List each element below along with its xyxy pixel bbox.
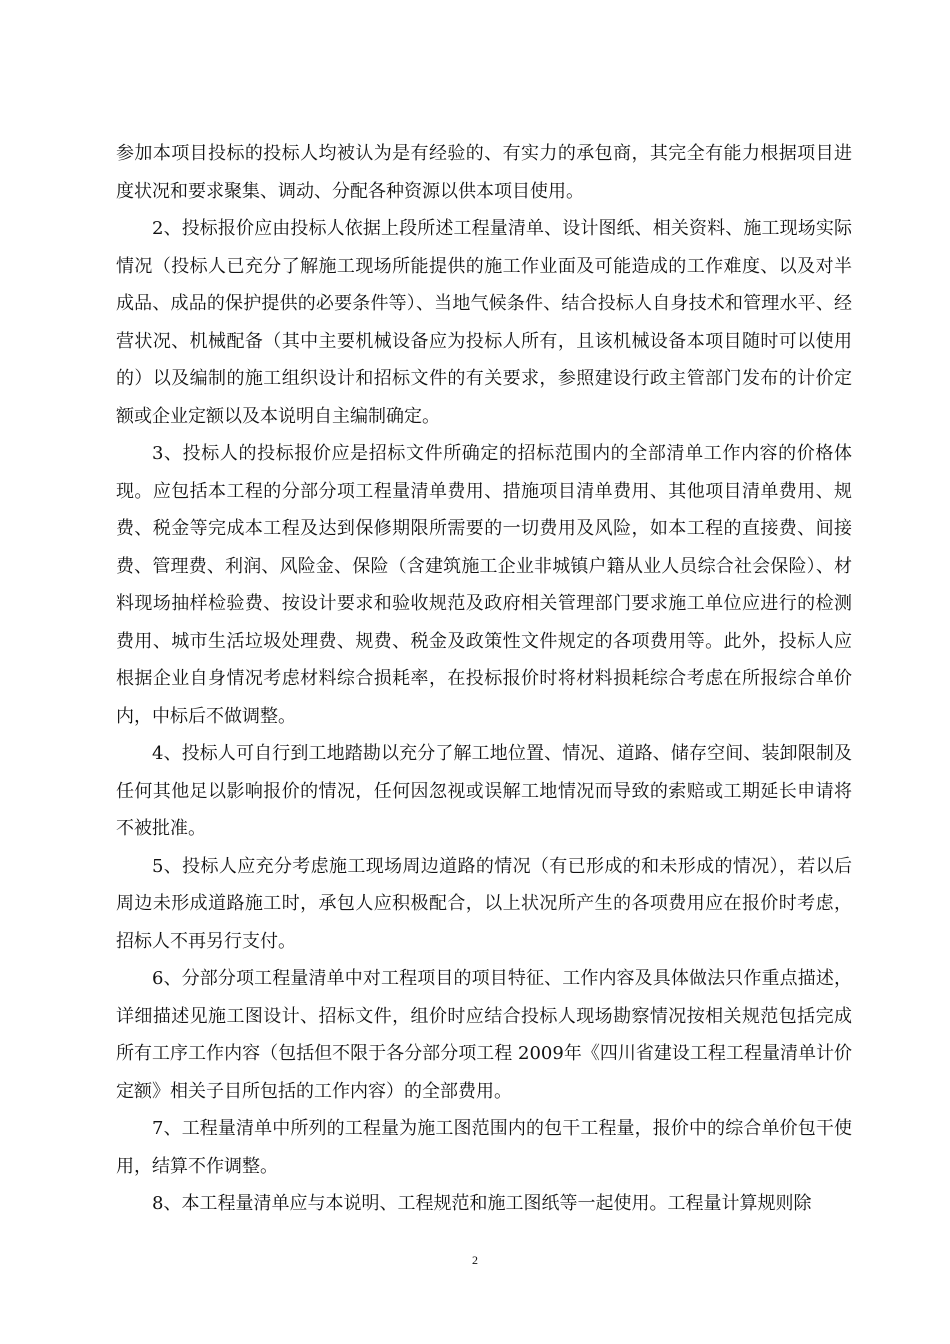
paragraph-item-3: 3、投标人的投标报价应是招标文件所确定的招标范围内的全部清单工作内容的价格体现。应包括本工程的分部分项工程量清单费用、措施项目清单费用、其他项目清单费用、规费、税金等完成本工程及达到保修期限所需要的一切费用及风险，如本工程的直接费、间接费、管理费、利润、风险金、保险（含建筑施工企业非城镇户籍从业人员综合社会保险）、材料现场抽样检验费、按设计要求和验收规范及政府相关管理部门要求施工单位应进行的检测费用、城市生活垃圾处理费、规费、税金及政策性文件规定的各项费用等。此外，投标人应根据企业自身情况考虑材料综合损耗率，在投标报价时将材料损耗综合考虑在所报综合单价内，中标后不做调整。 <box>116 443 852 727</box>
page-number: 2 <box>472 1253 478 1267</box>
paragraph-item-2: 2、投标报价应由投标人依据上段所述工程量清单、设计图纸、相关资料、施工现场实际情况（投标人已充分了解施工现场所能提供的施工作业面及可能造成的工作难度、以及对半成品、成品的保护提供的必要条件等）、当地气候条件、结合投标人自身技术和管理水平、经营状况、机械配备（其中主要机械设备应为投标人所有，且该机械设备本项目随时可以使用的）以及编制的施工组织设计和招标文件的有关要求，参照建设行政主管部门发布的计价定额或企业定额以及本说明自主编制确定。 <box>116 218 852 427</box>
document-body <box>116 135 852 1223</box>
paragraph-continuation: 参加本项目投标的投标人均被认为是有经验的、有实力的承包商，其完全有能力根据项目进度状况和要求聚集、调动、分配各种资源以供本项目使用。 <box>116 143 852 202</box>
paragraph-item-6: 6、分部分项工程量清单中对工程项目的项目特征、工作内容及具体做法只作重点描述，详细描述见施工图设计、招标文件，组价时应结合投标人现场勘察情况按相关规范包括完成所有工序工作内容（包括但不限于各分部分项工程 2009年《四川省建设工程工程量清单计价定额》相关子目所包括的工作内容）的全部费用。 <box>116 968 852 1102</box>
paragraph-item-4: 4、投标人可自行到工地踏勘以充分了解工地位置、情况、道路、储存空间、装卸限制及任何其他足以影响报价的情况，任何因忽视或误解工地情况而导致的索赔或工期延长申请将不被批准。 <box>116 743 852 839</box>
paragraph-item-5: 5、投标人应充分考虑施工现场周边道路的情况（有已形成的和未形成的情况），若以后周边未形成道路施工时，承包人应积极配合，以上状况所产生的各项费用应在报价时考虑，招标人不再另行支付。 <box>116 855 852 952</box>
paragraph-item-8: 8、本工程量清单应与本说明、工程规范和施工图纸等一起使用。工程量计算规则除 <box>152 1193 812 1214</box>
paragraph-item-7: 7、工程量清单中所列的工程量为施工图范围内的包干工程量，报价中的综合单价包干使用，结算不作调整。 <box>116 1118 852 1177</box>
